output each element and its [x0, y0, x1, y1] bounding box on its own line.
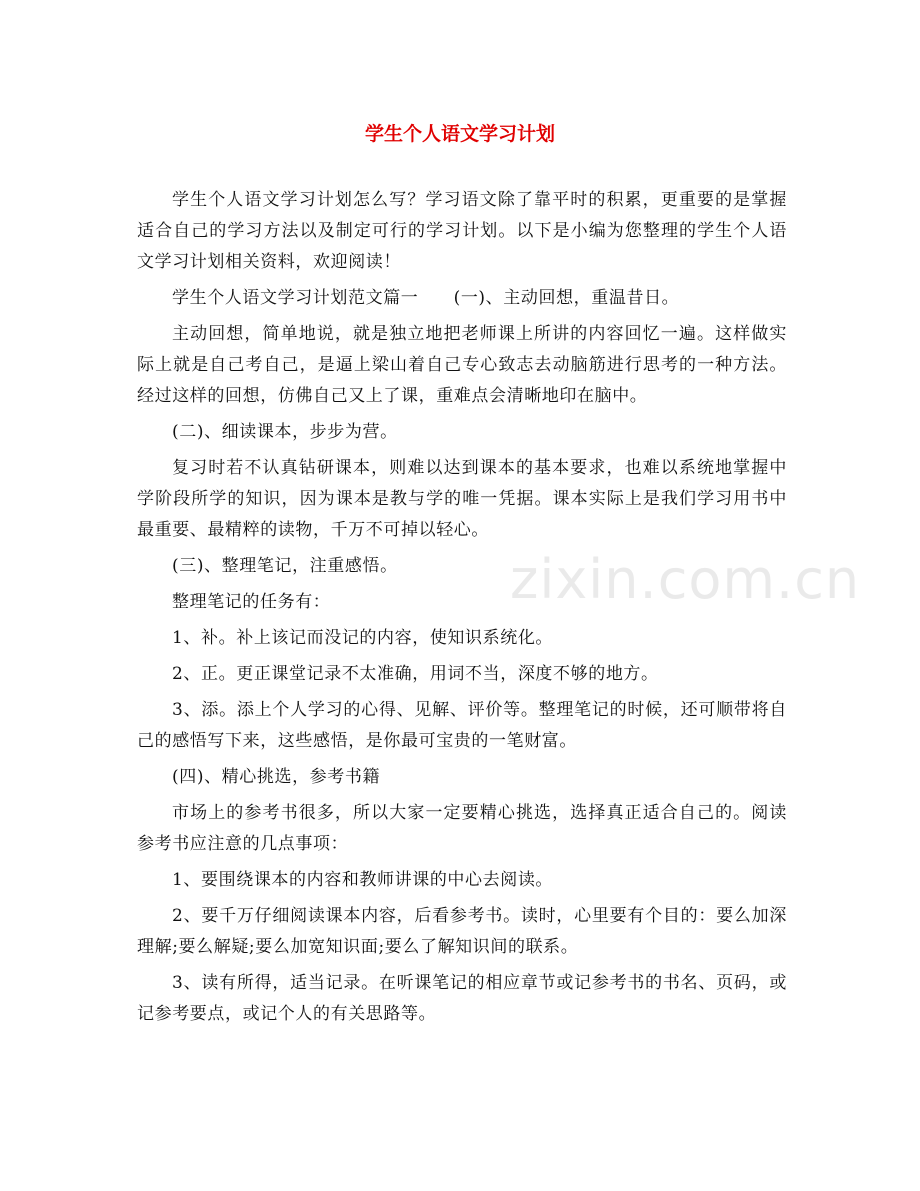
- paragraph-notes-item-3: 3、添。添上个人学习的心得、见解、评价等。整理笔记的时候，还可顺带将自己的感悟写下来，这些感悟，是你最可宝贵的一笔财富。: [137, 700, 787, 751]
- paragraph-section-4-body: 市场上的参考书很多，所以大家一定要精心挑选，选择真正适合自己的。阅读参考书应注意的几点事项：: [137, 803, 787, 854]
- paragraph-reading-item-2: 2、要千万仔细阅读课本内容，后看参考书。读时，心里要有个目的：要么加深理解;要么解疑;要么加宽知识面;要么了解知识间的联系。: [137, 906, 787, 957]
- paragraph-reading-item-1: 1、要围绕课本的内容和教师讲课的中心去阅读。: [172, 870, 554, 890]
- watermark-text: zixin.com.cn: [510, 548, 861, 611]
- paragraph-notes-item-1: 1、补。补上该记而没记的内容，使知识系统化。: [172, 628, 554, 648]
- paragraph-intro: 学生个人语文学习计划怎么写？学习语文除了靠平时的积累，更重要的是掌握适合自己的学习方法以及制定可行的学习计划。以下是小编为您整理的学生个人语文学习计划相关资料，欢迎阅读！: [137, 190, 787, 272]
- document-title: 学生个人语文学习计划: [364, 123, 555, 145]
- paragraph-section-1-body: 主动回想，简单地说，就是独立地把老师课上所讲的内容回忆一遍。这样做实际上就是自己考自己，是逼上梁山着自己专心致志去动脑筋进行思考的一种方法。经过这样的回想，仿佛自己又上了课，重难点会清晰地印在脑中。: [137, 324, 787, 406]
- paragraph-section-3-heading: (三)、整理笔记，注重感悟。: [172, 556, 398, 576]
- paragraph-section-2-heading: (二)、细读课本，步步为营。: [172, 422, 398, 442]
- paragraph-section-4-heading: (四)、精心挑选，参考书籍: [172, 767, 381, 787]
- paragraph-section-1-heading: 学生个人语文学习计划范文篇一 (一)、主动回想，重温昔日。: [172, 288, 680, 308]
- paragraph-reading-item-3: 3、读有所得，适当记录。在听课笔记的相应章节或记参考书的书名、页码，或记参考要点，或记个人的有关思路等。: [137, 973, 787, 1024]
- paragraph-section-2-body: 复习时若不认真钻研课本，则难以达到课本的基本要求，也难以系统地掌握中学阶段所学的知识，因为课本是教与学的唯一凭据。课本实际上是我们学习用书中最重要、最精粹的读物，千万不可掉以轻心。: [137, 458, 787, 540]
- paragraph-notes-item-2: 2、正。更正课堂记录不太准确，用词不当，深度不够的地方。: [172, 664, 659, 684]
- paragraph-notes-tasks: 整理笔记的任务有：: [172, 592, 331, 612]
